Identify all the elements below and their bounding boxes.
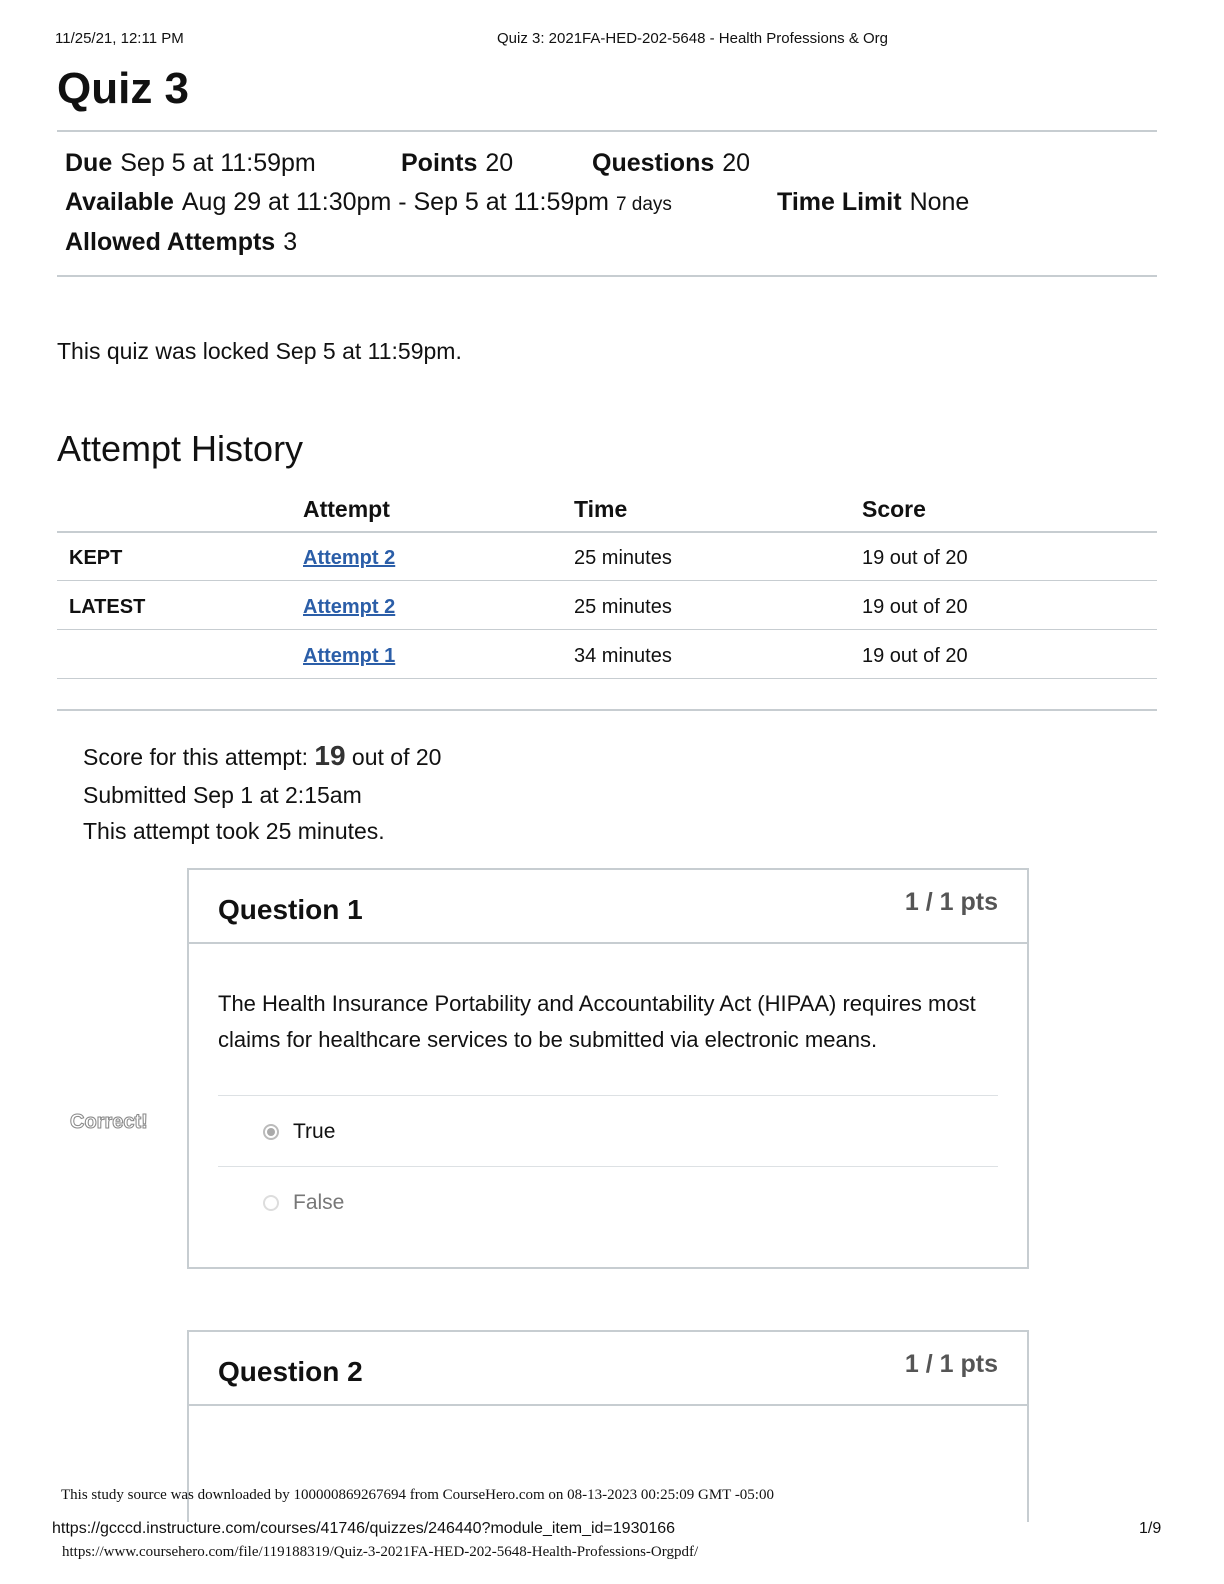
table-row [303, 547, 395, 570]
points-meta [401, 149, 513, 178]
question-card [187, 868, 1029, 1269]
answer-option-true[interactable] [263, 1120, 335, 1144]
coursehero-url: https://www.coursehero.com/file/119188319/Quiz-3-2021FA-HED-202-5648-Health-Professions-Orgpdf/ [62, 1544, 699, 1560]
answer-divider [218, 1095, 998, 1096]
score-prefix: Score for this attempt: [83, 744, 308, 770]
question-title: Question 1 [218, 894, 363, 925]
print-page-title: Quiz 3: 2021FA-HED-202-5648 - Health Professions & Org [497, 30, 889, 47]
score-value: 19 [314, 740, 346, 771]
attempt-time: 34 minutes [574, 645, 672, 667]
col-header-attempt: Attempt [303, 496, 390, 522]
attempt-score-summary [83, 740, 441, 772]
table-row [303, 645, 395, 668]
question-points: 1 / 1 pts [904, 888, 998, 916]
col-header-score: Score [862, 496, 926, 522]
questions-value: 20 [722, 149, 751, 177]
answer-option-false[interactable] [263, 1191, 344, 1215]
locked-message: This quiz was locked Sep 5 at 11:59pm. [57, 338, 462, 364]
attempt-score: 19 out of 20 [862, 547, 968, 569]
page-title: Quiz 3 [57, 64, 190, 113]
attempts-meta [65, 228, 297, 257]
table-row [303, 596, 395, 619]
answer-label: False [293, 1191, 345, 1214]
attempt-history-title: Attempt History [57, 428, 304, 469]
attempts-value: 3 [283, 228, 298, 256]
due-value: Sep 5 at 11:59pm [120, 149, 316, 177]
attempt-time: 25 minutes [574, 547, 672, 569]
attempt-link[interactable]: Attempt 2 [303, 547, 396, 569]
available-label: Available [65, 188, 174, 216]
correct-feedback: Correct! [70, 1111, 148, 1133]
attempt-score: 19 out of 20 [862, 596, 968, 618]
available-days: 7 days [615, 194, 672, 215]
answer-label: True [293, 1120, 336, 1143]
col-header-time: Time [574, 496, 628, 522]
time-limit-label: Time Limit [777, 188, 902, 216]
answer-divider [218, 1166, 998, 1167]
points-value: 20 [485, 149, 514, 177]
table-header-divider [57, 531, 1157, 533]
print-datetime: 11/25/21, 12:11 PM [55, 30, 184, 47]
attempt-score: 19 out of 20 [862, 645, 968, 667]
score-suffix: out of 20 [351, 744, 442, 770]
due-meta [65, 149, 316, 178]
radio-icon[interactable] [263, 1195, 279, 1211]
time-limit-meta [777, 188, 969, 217]
attempt-time: 25 minutes [574, 596, 672, 618]
available-meta [65, 188, 672, 217]
question-header [189, 1332, 1027, 1406]
attempt-link[interactable]: Attempt 1 [303, 645, 396, 667]
attempt-duration: This attempt took 25 minutes. [83, 818, 385, 844]
section-divider [57, 709, 1157, 711]
questions-label: Questions [592, 149, 715, 177]
question-text: The Health Insurance Portability and Accountability Act (HIPAA) requires most claims for healthcare services to be submitted via electronic means. [218, 991, 976, 1052]
questions-meta [592, 149, 750, 178]
available-value: Aug 29 at 11:30pm - Sep 5 at 11:59pm [181, 188, 609, 216]
page-number: 1/9 [1139, 1520, 1162, 1537]
row-tag-kept: KEPT [69, 547, 123, 569]
source-note: This study source was downloaded by 100000869267694 from CourseHero.com on 08-13-2023 00:25:09 GMT -05:00 [61, 1487, 774, 1503]
attempts-label: Allowed Attempts [65, 228, 276, 256]
radio-selected-icon[interactable] [263, 1124, 279, 1140]
row-divider [57, 580, 1157, 581]
header-divider [57, 130, 1157, 132]
page-url: https://gcccd.instructure.com/courses/41746/quizzes/246440?module_item_id=1930166 [52, 1520, 676, 1537]
question-points: 1 / 1 pts [904, 1350, 998, 1378]
time-limit-value: None [909, 188, 970, 216]
row-tag-latest: LATEST [69, 596, 146, 618]
meta-divider [57, 275, 1157, 277]
submitted-time: Submitted Sep 1 at 2:15am [83, 782, 362, 808]
attempt-link[interactable]: Attempt 2 [303, 596, 396, 618]
due-label: Due [65, 149, 113, 177]
row-divider [57, 678, 1157, 679]
row-divider [57, 629, 1157, 630]
question-header [189, 870, 1027, 944]
question-title: Question 2 [218, 1356, 363, 1387]
points-label: Points [401, 149, 478, 177]
